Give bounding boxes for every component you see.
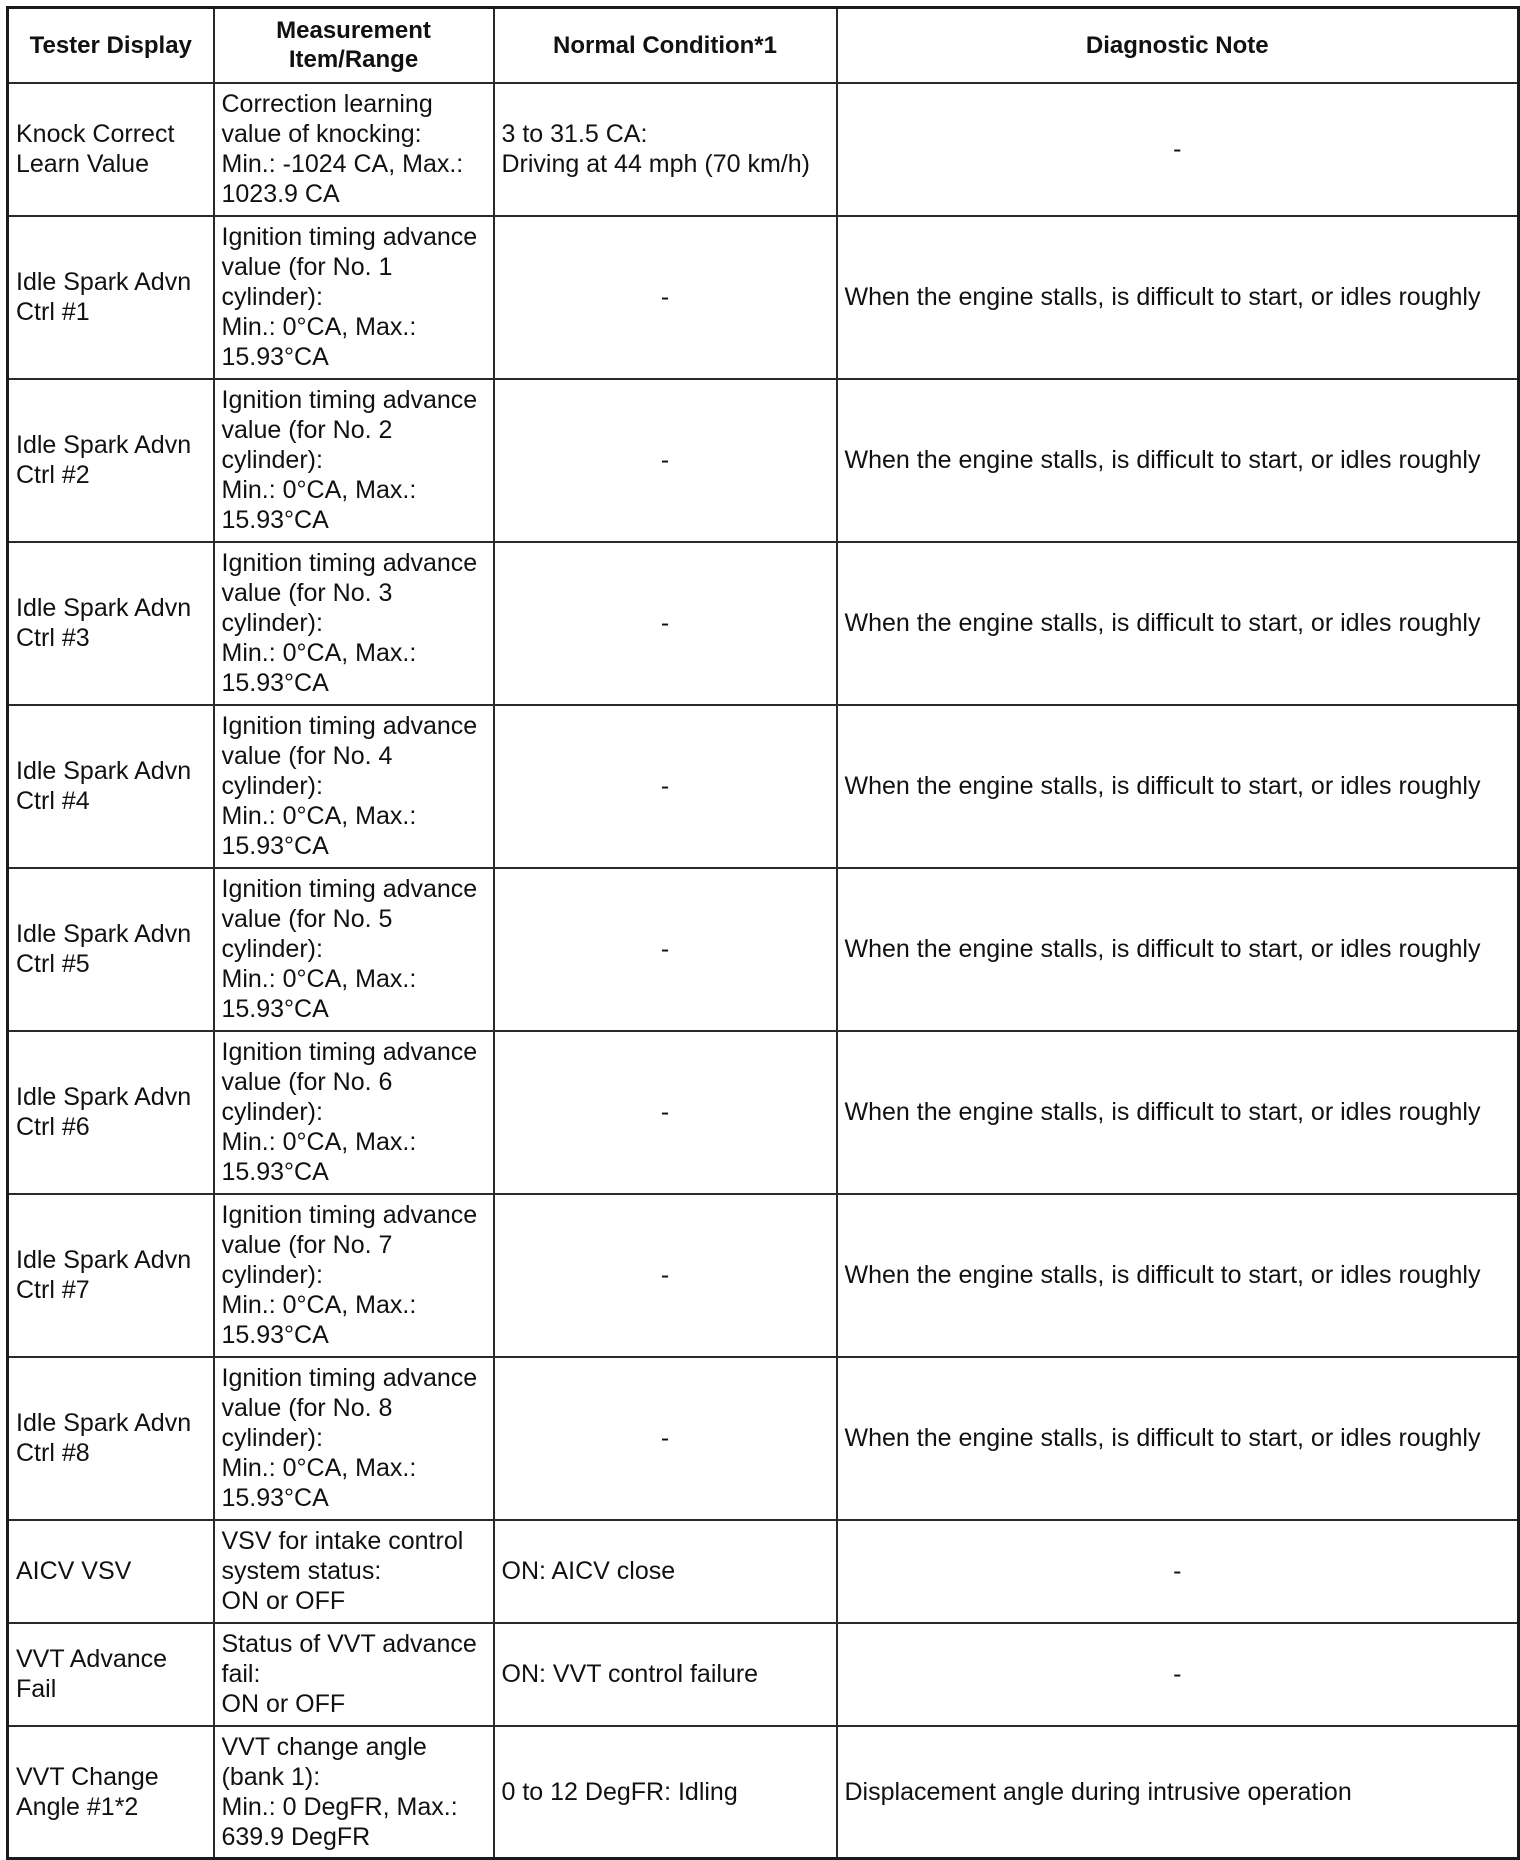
cell-measurement-range-line: 15.93°CA [221, 343, 329, 371]
cell-diagnostic-note: - [837, 1623, 1519, 1726]
cell-diagnostic-note: - [837, 83, 1519, 216]
cell-measurement-range-line: Ignition timing advance [221, 1038, 478, 1066]
table-row [8, 1031, 1519, 1194]
cell-normal-condition [494, 1357, 837, 1520]
cell-normal-condition-line: - [660, 1098, 670, 1126]
cell-measurement-range-line: Ignition timing advance [221, 1201, 478, 1229]
cell-normal-condition-line: Driving at 44 mph (70 km/h) [501, 150, 810, 178]
cell-measurement-range-line: Ignition timing advance [221, 875, 478, 903]
cell-measurement-range-line: 15.93°CA [221, 506, 329, 534]
cell-measurement-range [214, 868, 494, 1031]
cell-measurement-range-line: value (for No. 1 [221, 253, 393, 281]
cell-measurement-range-line: 1023.9 CA [221, 180, 340, 208]
cell-tester-display [8, 1357, 214, 1520]
cell-normal-condition-line: 0 to 12 DegFR: Idling [501, 1777, 738, 1806]
cell-tester-display-line: Knock Correct [16, 120, 175, 148]
cell-normal-condition-line: - [660, 1424, 670, 1452]
cell-measurement-range-line: ON or OFF [221, 1587, 346, 1615]
cell-normal-condition-line: - [660, 283, 670, 311]
cell-tester-display-line: Ctrl #3 [16, 624, 90, 652]
cell-normal-condition [494, 1031, 837, 1194]
cell-diagnostic-note: When the engine stalls, is difficult to start, or idles roughly [837, 1194, 1519, 1357]
cell-tester-display-line: Idle Spark Advn [16, 268, 192, 296]
cell-measurement-range-line: Min.: 0°CA, Max.: [221, 1128, 417, 1156]
cell-tester-display-line: AICV VSV [16, 1557, 132, 1585]
cell-tester-display-line: Learn Value [16, 150, 149, 178]
table-row [8, 1357, 1519, 1520]
cell-measurement-range-line: value (for No. 8 [221, 1394, 393, 1422]
cell-measurement-range-line: 15.93°CA [221, 832, 329, 860]
cell-measurement-range [214, 216, 494, 379]
header-measurement-line-2: Item/Range [288, 46, 419, 74]
cell-measurement-range-line: system status: [221, 1557, 382, 1585]
cell-normal-condition [494, 1520, 837, 1623]
cell-normal-condition [494, 542, 837, 705]
cell-measurement-range-line: value (for No. 7 [221, 1231, 393, 1259]
cell-normal-condition-line: - [660, 772, 670, 800]
cell-diagnostic-note: When the engine stalls, is difficult to start, or idles roughly [837, 379, 1519, 542]
cell-measurement-range-line: value (for No. 3 [221, 579, 393, 607]
cell-tester-display-line: VVT Change [16, 1762, 159, 1791]
cell-measurement-range-line: cylinder): [221, 772, 323, 800]
cell-measurement-range-line: fail: [221, 1660, 261, 1688]
cell-measurement-range-line: VVT change angle [221, 1732, 427, 1761]
cell-measurement-range [214, 1194, 494, 1357]
cell-tester-display [8, 1194, 214, 1357]
cell-normal-condition [494, 1194, 837, 1357]
table-row [8, 542, 1519, 705]
cell-measurement-range-line: ON or OFF [221, 1690, 346, 1718]
cell-tester-display [8, 379, 214, 542]
cell-measurement-range-line: Min.: 0°CA, Max.: [221, 965, 417, 993]
cell-normal-condition [494, 379, 837, 542]
cell-measurement-range-line: cylinder): [221, 1424, 323, 1452]
cell-normal-condition-line: - [660, 609, 670, 637]
cell-tester-display-line: Ctrl #8 [16, 1439, 90, 1467]
cell-tester-display [8, 1726, 214, 1859]
cell-tester-display-line: Ctrl #5 [16, 950, 90, 978]
cell-tester-display-line: Fail [16, 1675, 57, 1703]
cell-measurement-range-line: (bank 1): [221, 1762, 321, 1791]
cell-measurement-range-line: 15.93°CA [221, 1484, 329, 1512]
header-normal-condition: Normal Condition*1 [494, 8, 837, 83]
cell-normal-condition-line: ON: VVT control failure [501, 1660, 759, 1688]
cell-tester-display-line: VVT Advance [16, 1645, 168, 1673]
cell-measurement-range-line: 639.9 DegFR [221, 1822, 371, 1851]
cell-measurement-range [214, 1357, 494, 1520]
cell-tester-display-line: Idle Spark Advn [16, 1083, 192, 1111]
cell-measurement-range-line: Min.: 0°CA, Max.: [221, 1291, 417, 1319]
cell-measurement-range-line: cylinder): [221, 935, 323, 963]
cell-normal-condition [494, 868, 837, 1031]
cell-measurement-range-line: cylinder): [221, 1261, 323, 1289]
cell-measurement-range-line: 15.93°CA [221, 669, 329, 697]
cell-measurement-range-line: Min.: 0°CA, Max.: [221, 476, 417, 504]
cell-measurement-range-line: VSV for intake control [221, 1527, 464, 1555]
cell-tester-display-line: Ctrl #6 [16, 1113, 90, 1141]
cell-tester-display [8, 1623, 214, 1726]
header-measurement-item-range [214, 8, 494, 83]
data-list-table [6, 6, 1520, 1860]
cell-tester-display [8, 868, 214, 1031]
table-row [8, 216, 1519, 379]
cell-tester-display-line: Ctrl #4 [16, 787, 90, 815]
cell-tester-display-line: Idle Spark Advn [16, 1246, 192, 1274]
cell-measurement-range-line: Ignition timing advance [221, 712, 478, 740]
cell-tester-display [8, 1031, 214, 1194]
cell-measurement-range-line: 15.93°CA [221, 995, 329, 1023]
cell-tester-display-line: Ctrl #7 [16, 1276, 90, 1304]
cell-measurement-range-line: Ignition timing advance [221, 223, 478, 251]
cell-measurement-range-line: Min.: -1024 CA, Max.: [221, 150, 464, 178]
cell-measurement-range [214, 542, 494, 705]
cell-measurement-range [214, 705, 494, 868]
cell-measurement-range-line: Correction learning [221, 90, 433, 118]
cell-measurement-range-line: Ignition timing advance [221, 1364, 478, 1392]
cell-normal-condition [494, 705, 837, 868]
cell-normal-condition [494, 83, 837, 216]
cell-tester-display [8, 705, 214, 868]
table-body [8, 83, 1519, 1859]
cell-measurement-range-line: value (for No. 2 [221, 416, 393, 444]
cell-tester-display [8, 216, 214, 379]
cell-tester-display [8, 83, 214, 216]
cell-normal-condition-line: - [660, 1261, 670, 1289]
cell-measurement-range-line: cylinder): [221, 283, 323, 311]
cell-measurement-range-line: cylinder): [221, 1098, 323, 1126]
cell-measurement-range-line: Min.: 0°CA, Max.: [221, 639, 417, 667]
table-row [8, 379, 1519, 542]
cell-measurement-range-line: Min.: 0 DegFR, Max.: [221, 1792, 458, 1821]
table-row [8, 868, 1519, 1031]
cell-measurement-range [214, 1031, 494, 1194]
cell-normal-condition [494, 1623, 837, 1726]
cell-measurement-range [214, 1726, 494, 1859]
cell-measurement-range [214, 379, 494, 542]
cell-tester-display-line: Idle Spark Advn [16, 1409, 192, 1437]
cell-tester-display [8, 542, 214, 705]
cell-diagnostic-note: When the engine stalls, is difficult to start, or idles roughly [837, 705, 1519, 868]
table-row [8, 1194, 1519, 1357]
cell-measurement-range-line: cylinder): [221, 446, 323, 474]
cell-diagnostic-note: Displacement angle during intrusive operation [837, 1726, 1519, 1859]
cell-measurement-range [214, 1520, 494, 1623]
cell-measurement-range-line: Ignition timing advance [221, 549, 478, 577]
cell-normal-condition-line: 3 to 31.5 CA: [501, 120, 648, 148]
table-row [8, 1623, 1519, 1726]
cell-measurement-range-line: value of knocking: [221, 120, 422, 148]
table-row [8, 705, 1519, 868]
cell-tester-display-line: Idle Spark Advn [16, 757, 192, 785]
cell-measurement-range-line: value (for No. 4 [221, 742, 393, 770]
header-row [8, 8, 1519, 83]
header-measurement-line-1: Measurement [276, 17, 431, 45]
cell-measurement-range-line: value (for No. 5 [221, 905, 393, 933]
table-row [8, 1520, 1519, 1623]
cell-normal-condition [494, 216, 837, 379]
cell-measurement-range-line: 15.93°CA [221, 1321, 329, 1349]
cell-measurement-range-line: Status of VVT advance [221, 1630, 477, 1658]
cell-diagnostic-note: When the engine stalls, is difficult to start, or idles roughly [837, 1357, 1519, 1520]
cell-tester-display-line: Idle Spark Advn [16, 920, 192, 948]
header-diagnostic-note: Diagnostic Note [837, 8, 1519, 83]
cell-normal-condition-line: - [660, 935, 670, 963]
cell-measurement-range-line: Min.: 0°CA, Max.: [221, 1454, 417, 1482]
cell-diagnostic-note: When the engine stalls, is difficult to start, or idles roughly [837, 216, 1519, 379]
cell-diagnostic-note: When the engine stalls, is difficult to start, or idles roughly [837, 1031, 1519, 1194]
cell-measurement-range [214, 1623, 494, 1726]
cell-measurement-range-line: cylinder): [221, 609, 323, 637]
cell-diagnostic-note: When the engine stalls, is difficult to start, or idles roughly [837, 868, 1519, 1031]
cell-measurement-range-line: Ignition timing advance [221, 386, 478, 414]
cell-tester-display [8, 1520, 214, 1623]
table-row [8, 1726, 1519, 1859]
table-row [8, 83, 1519, 216]
cell-normal-condition [494, 1726, 837, 1859]
cell-diagnostic-note: - [837, 1520, 1519, 1623]
cell-diagnostic-note: When the engine stalls, is difficult to start, or idles roughly [837, 542, 1519, 705]
cell-measurement-range [214, 83, 494, 216]
cell-normal-condition-line: ON: AICV close [501, 1557, 676, 1585]
cell-measurement-range-line: value (for No. 6 [221, 1068, 393, 1096]
cell-normal-condition-line: - [660, 446, 670, 474]
cell-tester-display-line: Idle Spark Advn [16, 594, 192, 622]
cell-measurement-range-line: 15.93°CA [221, 1158, 329, 1186]
cell-tester-display-line: Angle #1*2 [16, 1792, 139, 1821]
cell-measurement-range-line: Min.: 0°CA, Max.: [221, 802, 417, 830]
cell-tester-display-line: Ctrl #1 [16, 298, 90, 326]
cell-tester-display-line: Ctrl #2 [16, 461, 90, 489]
header-tester-display: Tester Display [8, 8, 214, 83]
cell-measurement-range-line: Min.: 0°CA, Max.: [221, 313, 417, 341]
cell-tester-display-line: Idle Spark Advn [16, 431, 192, 459]
